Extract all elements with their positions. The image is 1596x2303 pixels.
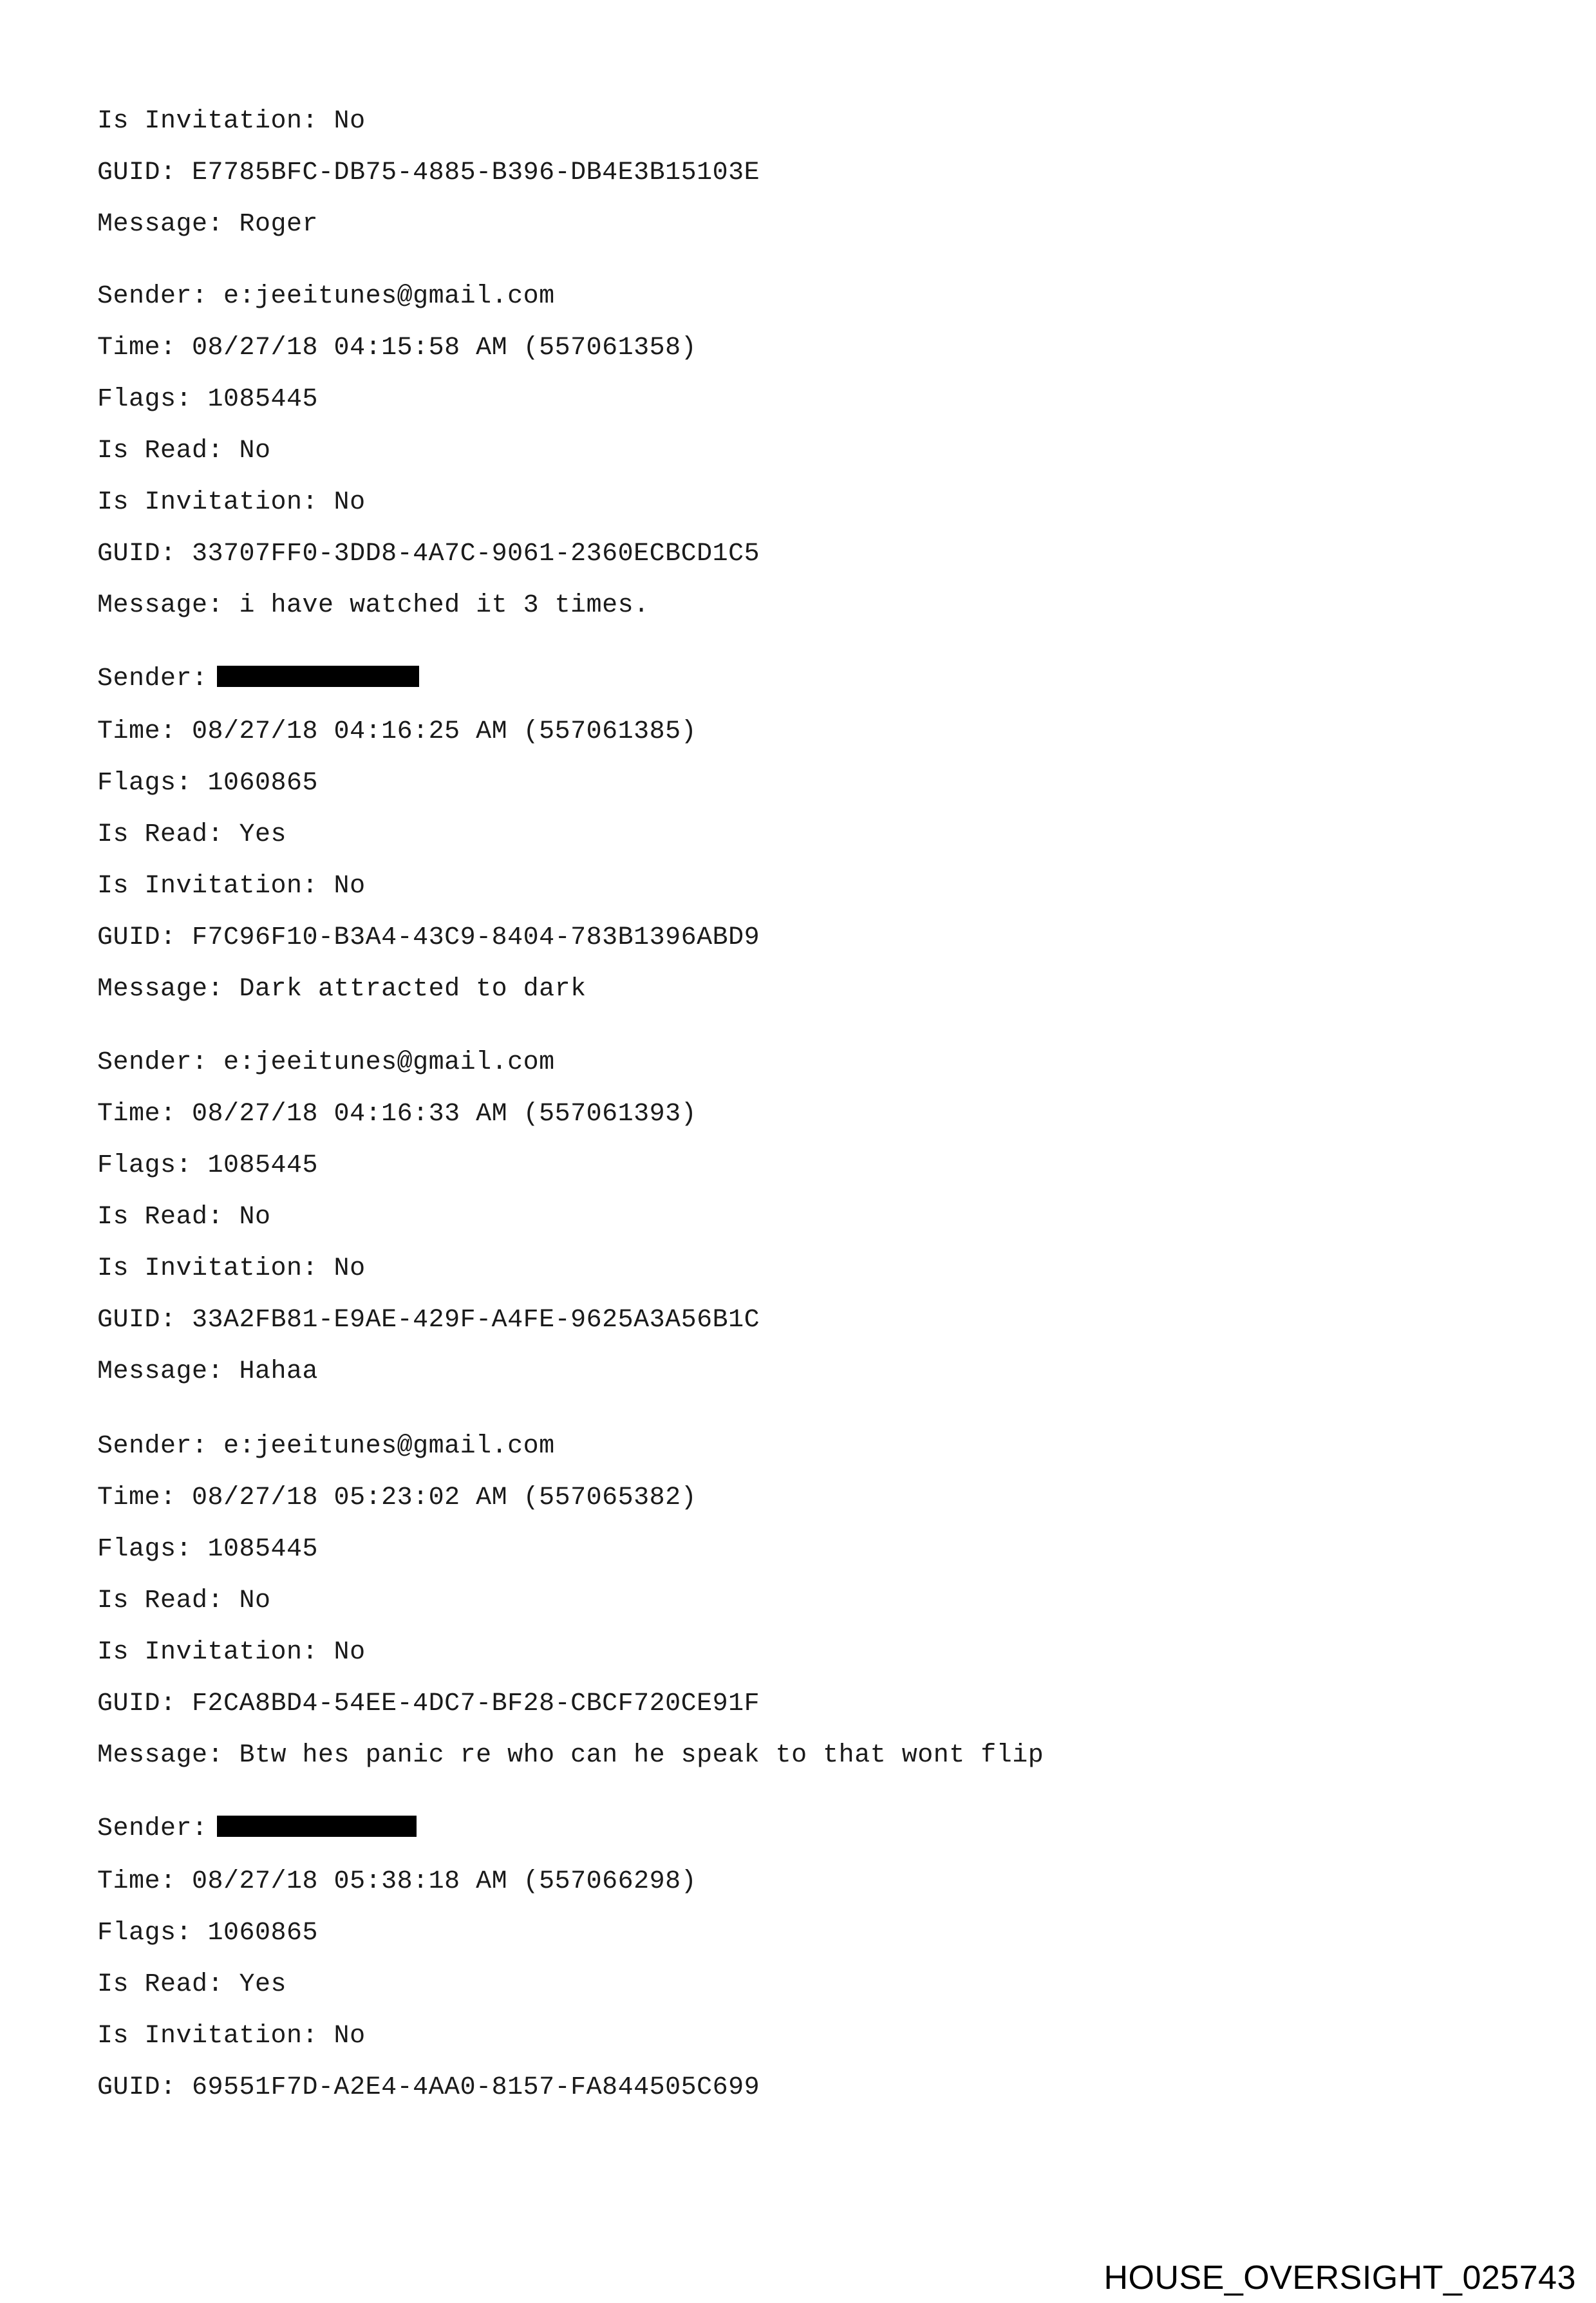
redaction-block (217, 666, 419, 687)
is-invitation-line: Is Invitation: No (97, 872, 366, 901)
redaction-block (217, 1816, 417, 1837)
flags-line: Flags: 1085445 (97, 385, 319, 414)
is-invitation-line: Is Invitation: No (97, 2022, 366, 2051)
is-invitation-line: Is Invitation: No (97, 488, 366, 517)
flags-line: Flags: 1060865 (97, 1919, 319, 1948)
guid-line: GUID: E7785BFC-DB75-4885-B396-DB4E3B15103E (97, 158, 760, 187)
guid-line: GUID: 33707FF0-3DD8-4A7C-9061-2360ECBCD1C5 (97, 540, 760, 569)
time-line: Time: 08/27/18 04:16:25 AM (557061385) (97, 717, 697, 746)
guid-line: GUID: 69551F7D-A2E4-4AA0-8157-FA844505C699 (97, 2073, 760, 2102)
sender-label: Sender: (97, 664, 208, 693)
sender-line: Sender: e:jeeitunes@gmail.com (97, 1048, 555, 1077)
sender-line-redacted (97, 664, 419, 695)
is-read-line: Is Read: No (97, 1203, 271, 1232)
is-read-line: Is Read: No (97, 1586, 271, 1615)
message-line: Message: i have watched it 3 times. (97, 591, 650, 620)
bates-number: HOUSE_OVERSIGHT_025743 (1103, 2259, 1576, 2297)
sender-label: Sender: (97, 1814, 208, 1843)
flags-line: Flags: 1085445 (97, 1535, 319, 1564)
guid-line: GUID: 33A2FB81-E9AE-429F-A4FE-9625A3A56B1C (97, 1306, 760, 1335)
time-line: Time: 08/27/18 04:15:58 AM (557061358) (97, 334, 697, 362)
message-line: Message: Hahaa (97, 1357, 319, 1386)
is-read-line: Is Read: Yes (97, 1970, 287, 1999)
time-line: Time: 08/27/18 05:23:02 AM (557065382) (97, 1483, 697, 1512)
time-line: Time: 08/27/18 04:16:33 AM (557061393) (97, 1100, 697, 1129)
is-invitation-line: Is Invitation: No (97, 107, 366, 136)
flags-line: Flags: 1060865 (97, 769, 319, 798)
time-line: Time: 08/27/18 05:38:18 AM (557066298) (97, 1867, 697, 1896)
is-read-line: Is Read: No (97, 437, 271, 465)
sender-line-redacted (97, 1814, 417, 1845)
message-line: Message: Btw hes panic re who can he speak to that wont flip (97, 1741, 1044, 1770)
flags-line: Flags: 1085445 (97, 1151, 319, 1180)
guid-line: GUID: F7C96F10-B3A4-43C9-8404-783B1396ABD9 (97, 923, 760, 952)
message-line: Message: Roger (97, 210, 319, 239)
guid-line: GUID: F2CA8BD4-54EE-4DC7-BF28-CBCF720CE91F (97, 1689, 760, 1718)
is-invitation-line: Is Invitation: No (97, 1638, 366, 1667)
is-read-line: Is Read: Yes (97, 820, 287, 849)
message-line: Message: Dark attracted to dark (97, 975, 587, 1004)
sender-line: Sender: e:jeeitunes@gmail.com (97, 282, 555, 311)
sender-line: Sender: e:jeeitunes@gmail.com (97, 1432, 555, 1461)
is-invitation-line: Is Invitation: No (97, 1254, 366, 1283)
